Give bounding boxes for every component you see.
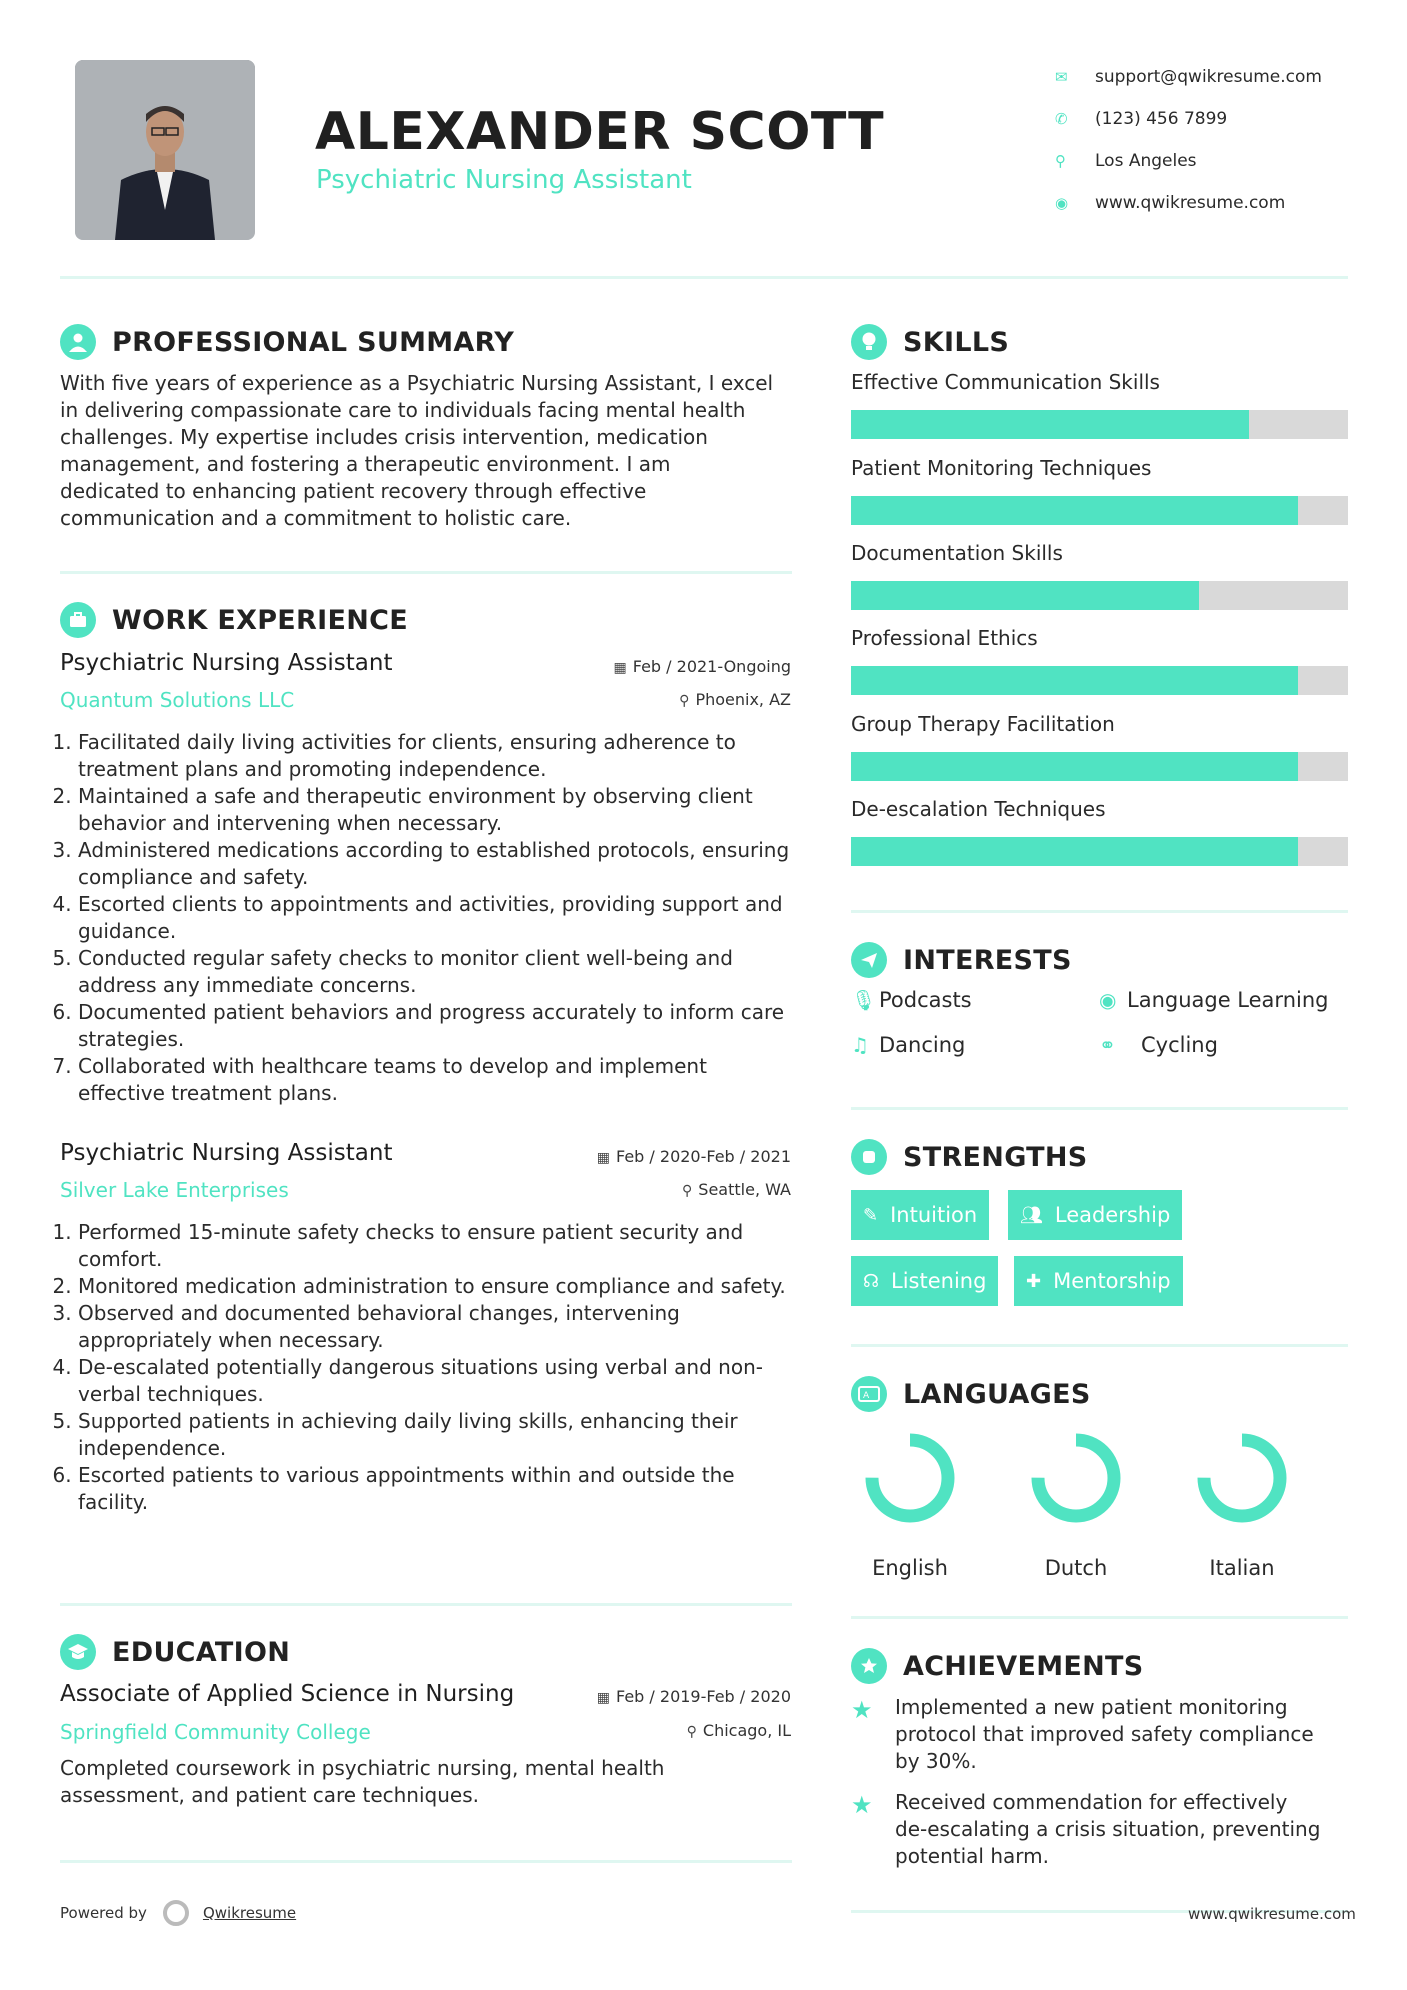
list-item: 5. Conducted regular safety checks to monitor client well-being and address any immediate concerns. (78, 945, 800, 999)
languages-title: LANGUAGES (903, 1378, 1091, 1410)
list-item: 4. De-escalated potentially dangerous situations using verbal and non-verbal techniques. (78, 1354, 800, 1408)
skill-bar (851, 581, 1348, 610)
summary-line: dedicated to enhancing patient recovery through effective (60, 479, 647, 503)
interest-label: Language Learning (1127, 988, 1329, 1012)
job-company: Silver Lake Enterprises (60, 1178, 289, 1202)
language-label: Italian (1209, 1556, 1275, 1580)
qwikresume-logo-icon (163, 1900, 189, 1926)
strength-tag (1008, 1190, 1182, 1240)
education-date-text: Feb / 2019-Feb / 2020 (616, 1687, 791, 1706)
skill-item (851, 626, 1348, 695)
section-divider (851, 910, 1348, 913)
section-divider (60, 571, 792, 574)
skill-bar-fill (851, 752, 1298, 781)
job-date (597, 1147, 791, 1166)
summary-line: in delivering compassionate care to individuals facing mental health (60, 398, 746, 422)
contact-list (1055, 56, 1322, 224)
interests-heading (851, 942, 1072, 978)
list-item: 6. Escorted patients to various appointments within and outside the facility. (78, 1462, 800, 1516)
skill-name: De-escalation Techniques (851, 797, 1106, 821)
list-item: 3. Observed and documented behavioral changes, intervening appropriately when necessary. (78, 1300, 800, 1354)
section-divider (851, 1616, 1348, 1619)
bicycle-icon: ⚭ (1099, 1033, 1116, 1057)
summary-line: management, and fostering a therapeutic environment. I am (60, 452, 671, 476)
candidate-role: Psychiatric Nursing Assistant (316, 165, 692, 195)
skill-bar (851, 837, 1348, 866)
strength-label: Intuition (890, 1203, 978, 1227)
work-title: WORK EXPERIENCE (112, 604, 408, 636)
strengths-heading (851, 1139, 1088, 1175)
pin-icon: ⚲ (682, 1183, 693, 1199)
job-location-text: Phoenix, AZ (695, 690, 791, 709)
achievement-line: potential harm. (895, 1844, 1049, 1868)
interest-item (1099, 1033, 1218, 1057)
strength-label: Leadership (1054, 1203, 1171, 1227)
svg-text:A: A (863, 1391, 870, 1401)
achievement-line: protocol that improved safety compliance (895, 1722, 1314, 1746)
achievement-item (851, 1789, 1351, 1870)
education-description (60, 1755, 800, 1809)
degree-title: Associate of Applied Science in Nursing (60, 1681, 515, 1707)
job-title: Psychiatric Nursing Assistant (60, 650, 393, 676)
skills-heading (851, 324, 1009, 360)
language-card-icon (851, 1376, 887, 1412)
education-date (597, 1687, 791, 1706)
skill-bar-fill (851, 496, 1298, 525)
list-item: 5. Supported patients in achieving daily living skills, enhancing their independence. (78, 1408, 800, 1462)
language-label: Dutch (1044, 1556, 1108, 1580)
interest-item (851, 988, 972, 1012)
calendar-icon: ▦ (596, 1150, 610, 1166)
job-title: Psychiatric Nursing Assistant (60, 1140, 393, 1166)
summary-line: challenges. My expertise includes crisis intervention, medication (60, 425, 708, 449)
summary-line: communication and a commitment to holistic care. (60, 506, 572, 530)
job-task-list (60, 729, 800, 1107)
skill-bar (851, 496, 1348, 525)
job-location (682, 1180, 791, 1199)
section-divider (60, 1603, 792, 1606)
achievement-item (851, 1694, 1351, 1775)
strength-label: Mentorship (1053, 1269, 1171, 1293)
skill-item (851, 541, 1348, 610)
interest-item (1099, 988, 1328, 1012)
achievement-line: by 30%. (895, 1749, 977, 1773)
lightbulb-icon (851, 324, 887, 360)
skill-bar (851, 752, 1348, 781)
language-item (1021, 1430, 1131, 1580)
star-icon: ★ (851, 1791, 873, 1819)
school-name: Springfield Community College (60, 1720, 371, 1744)
section-divider (60, 1860, 792, 1863)
contact-location (1055, 140, 1322, 182)
profile-photo (75, 60, 255, 240)
job-date (614, 657, 791, 676)
education-title: EDUCATION (112, 1636, 291, 1668)
footer-powered-by (60, 1900, 296, 1926)
languages-heading (851, 1376, 1091, 1412)
paper-plane-icon (851, 942, 887, 978)
pin-icon: ⚲ (686, 1724, 697, 1740)
headphones-icon: ☊ (863, 1270, 879, 1292)
language-ring (1028, 1430, 1124, 1526)
phone-icon: ✆ (1055, 110, 1068, 128)
education-line: assessment, and patient care techniques. (60, 1783, 479, 1807)
footer-website-link[interactable]: www.qwikresume.com (1188, 1905, 1356, 1923)
contact-phone-text: (123) 456 7899 (1095, 109, 1228, 129)
list-item: 3. Administered medications according to established protocols, ensuring compliance and safety. (78, 837, 800, 891)
powered-by-text: Powered by (60, 1904, 147, 1922)
interest-label: Cycling (1141, 1033, 1218, 1057)
strength-tag (851, 1190, 989, 1240)
achievement-line: Received commendation for effectively (895, 1790, 1288, 1814)
skill-bar-fill (851, 581, 1199, 610)
star-icon: ★ (851, 1696, 873, 1724)
skill-bar (851, 666, 1348, 695)
list-item: 7. Collaborated with healthcare teams to develop and implement effective treatment plans. (78, 1053, 800, 1107)
achievement-line: de-escalating a crisis situation, preventing (895, 1817, 1321, 1841)
skill-item (851, 370, 1348, 439)
globe-icon: ◉ (1099, 988, 1117, 1012)
user-plus-icon: ✚ (1026, 1270, 1042, 1292)
education-line: Completed coursework in psychiatric nursing, mental health (60, 1756, 665, 1780)
skill-name: Documentation Skills (851, 541, 1063, 565)
brand-link[interactable]: Qwikresume (202, 1904, 297, 1922)
strength-tag (1014, 1256, 1183, 1306)
skill-name: Effective Communication Skills (851, 370, 1160, 394)
skill-bar (851, 410, 1348, 439)
education-heading (60, 1634, 290, 1670)
summary-text (60, 370, 800, 532)
pin-icon: ⚲ (679, 693, 690, 709)
language-ring (1194, 1430, 1290, 1526)
contact-email-text: support@qwikresume.com (1095, 67, 1322, 87)
magic-wand-icon: ✎ (863, 1204, 879, 1226)
candidate-name: ALEXANDER SCOTT (315, 102, 885, 162)
contact-email[interactable] (1055, 56, 1322, 98)
list-item: 2. Monitored medication administration to ensure compliance and safety. (78, 1273, 800, 1300)
skill-item (851, 456, 1348, 525)
interests-title: INTERESTS (903, 944, 1072, 976)
contact-location-text: Los Angeles (1095, 151, 1197, 171)
skills-title: SKILLS (903, 326, 1010, 358)
summary-line: With five years of experience as a Psychiatric Nursing Assistant, I excel (60, 371, 774, 395)
skill-bar-fill (851, 410, 1249, 439)
achievements-heading (851, 1648, 1144, 1684)
header-divider (60, 276, 1348, 279)
section-divider (851, 1107, 1348, 1110)
job-date-text: Feb / 2020-Feb / 2021 (616, 1147, 791, 1166)
list-item: 1. Performed 15-minute safety checks to ensure patient security and comfort. (78, 1219, 800, 1273)
list-item: 1. Facilitated daily living activities for clients, ensuring adherence to treatment plans and promoting independence. (78, 729, 800, 783)
skill-bar-fill (851, 837, 1298, 866)
globe-icon: ◉ (1055, 194, 1069, 212)
interest-label: Dancing (879, 1033, 966, 1057)
language-item (1187, 1430, 1297, 1580)
skill-item (851, 797, 1348, 866)
contact-website-text: www.qwikresume.com (1095, 193, 1286, 213)
job-task-list (60, 1219, 800, 1516)
briefcase-icon (60, 602, 96, 638)
envelope-icon: ✉ (1055, 68, 1068, 86)
strength-tag (851, 1256, 998, 1306)
interest-label: Podcasts (879, 988, 972, 1012)
interest-item (851, 1033, 965, 1057)
contact-phone (1055, 98, 1322, 140)
user-icon (60, 324, 96, 360)
section-divider (851, 1344, 1348, 1347)
skill-bar-fill (851, 666, 1298, 695)
graduation-cap-icon (60, 1634, 96, 1670)
list-item: 2. Maintained a safe and therapeutic environment by observing client behavior and intervening when necessary. (78, 783, 800, 837)
work-heading (60, 602, 408, 638)
language-label: English (872, 1556, 948, 1580)
achievements-title: ACHIEVEMENTS (903, 1650, 1144, 1682)
fist-icon (851, 1139, 887, 1175)
calendar-icon: ▦ (596, 1690, 610, 1706)
skill-name: Patient Monitoring Techniques (851, 456, 1152, 480)
calendar-icon: ▦ (613, 660, 627, 676)
map-pin-icon: ⚲ (1055, 152, 1066, 170)
music-note-icon: ♫ (851, 1033, 869, 1057)
language-ring (862, 1430, 958, 1526)
job-company: Quantum Solutions LLC (60, 688, 295, 712)
users-icon: 👥︎ (1020, 1204, 1043, 1226)
job-date-text: Feb / 2021-Ongoing (632, 657, 791, 676)
job-location-text: Seattle, WA (698, 1180, 791, 1199)
star-badge-icon (851, 1648, 887, 1684)
achievement-line: Implemented a new patient monitoring (895, 1695, 1288, 1719)
skill-name: Group Therapy Facilitation (851, 712, 1115, 736)
contact-website[interactable] (1055, 182, 1322, 224)
list-item: 6. Documented patient behaviors and progress accurately to inform care strategies. (78, 999, 800, 1053)
strengths-title: STRENGTHS (903, 1141, 1088, 1173)
skill-item (851, 712, 1348, 781)
skill-name: Professional Ethics (851, 626, 1038, 650)
education-location-text: Chicago, IL (702, 1721, 791, 1740)
list-item: 4. Escorted clients to appointments and activities, providing support and guidance. (78, 891, 800, 945)
job-location (679, 690, 791, 709)
microphone-icon: 🎙︎ (851, 988, 877, 1012)
strength-label: Listening (891, 1269, 987, 1293)
summary-title: PROFESSIONAL SUMMARY (112, 326, 515, 358)
summary-heading (60, 324, 514, 360)
education-location (687, 1721, 791, 1740)
language-item (855, 1430, 965, 1580)
